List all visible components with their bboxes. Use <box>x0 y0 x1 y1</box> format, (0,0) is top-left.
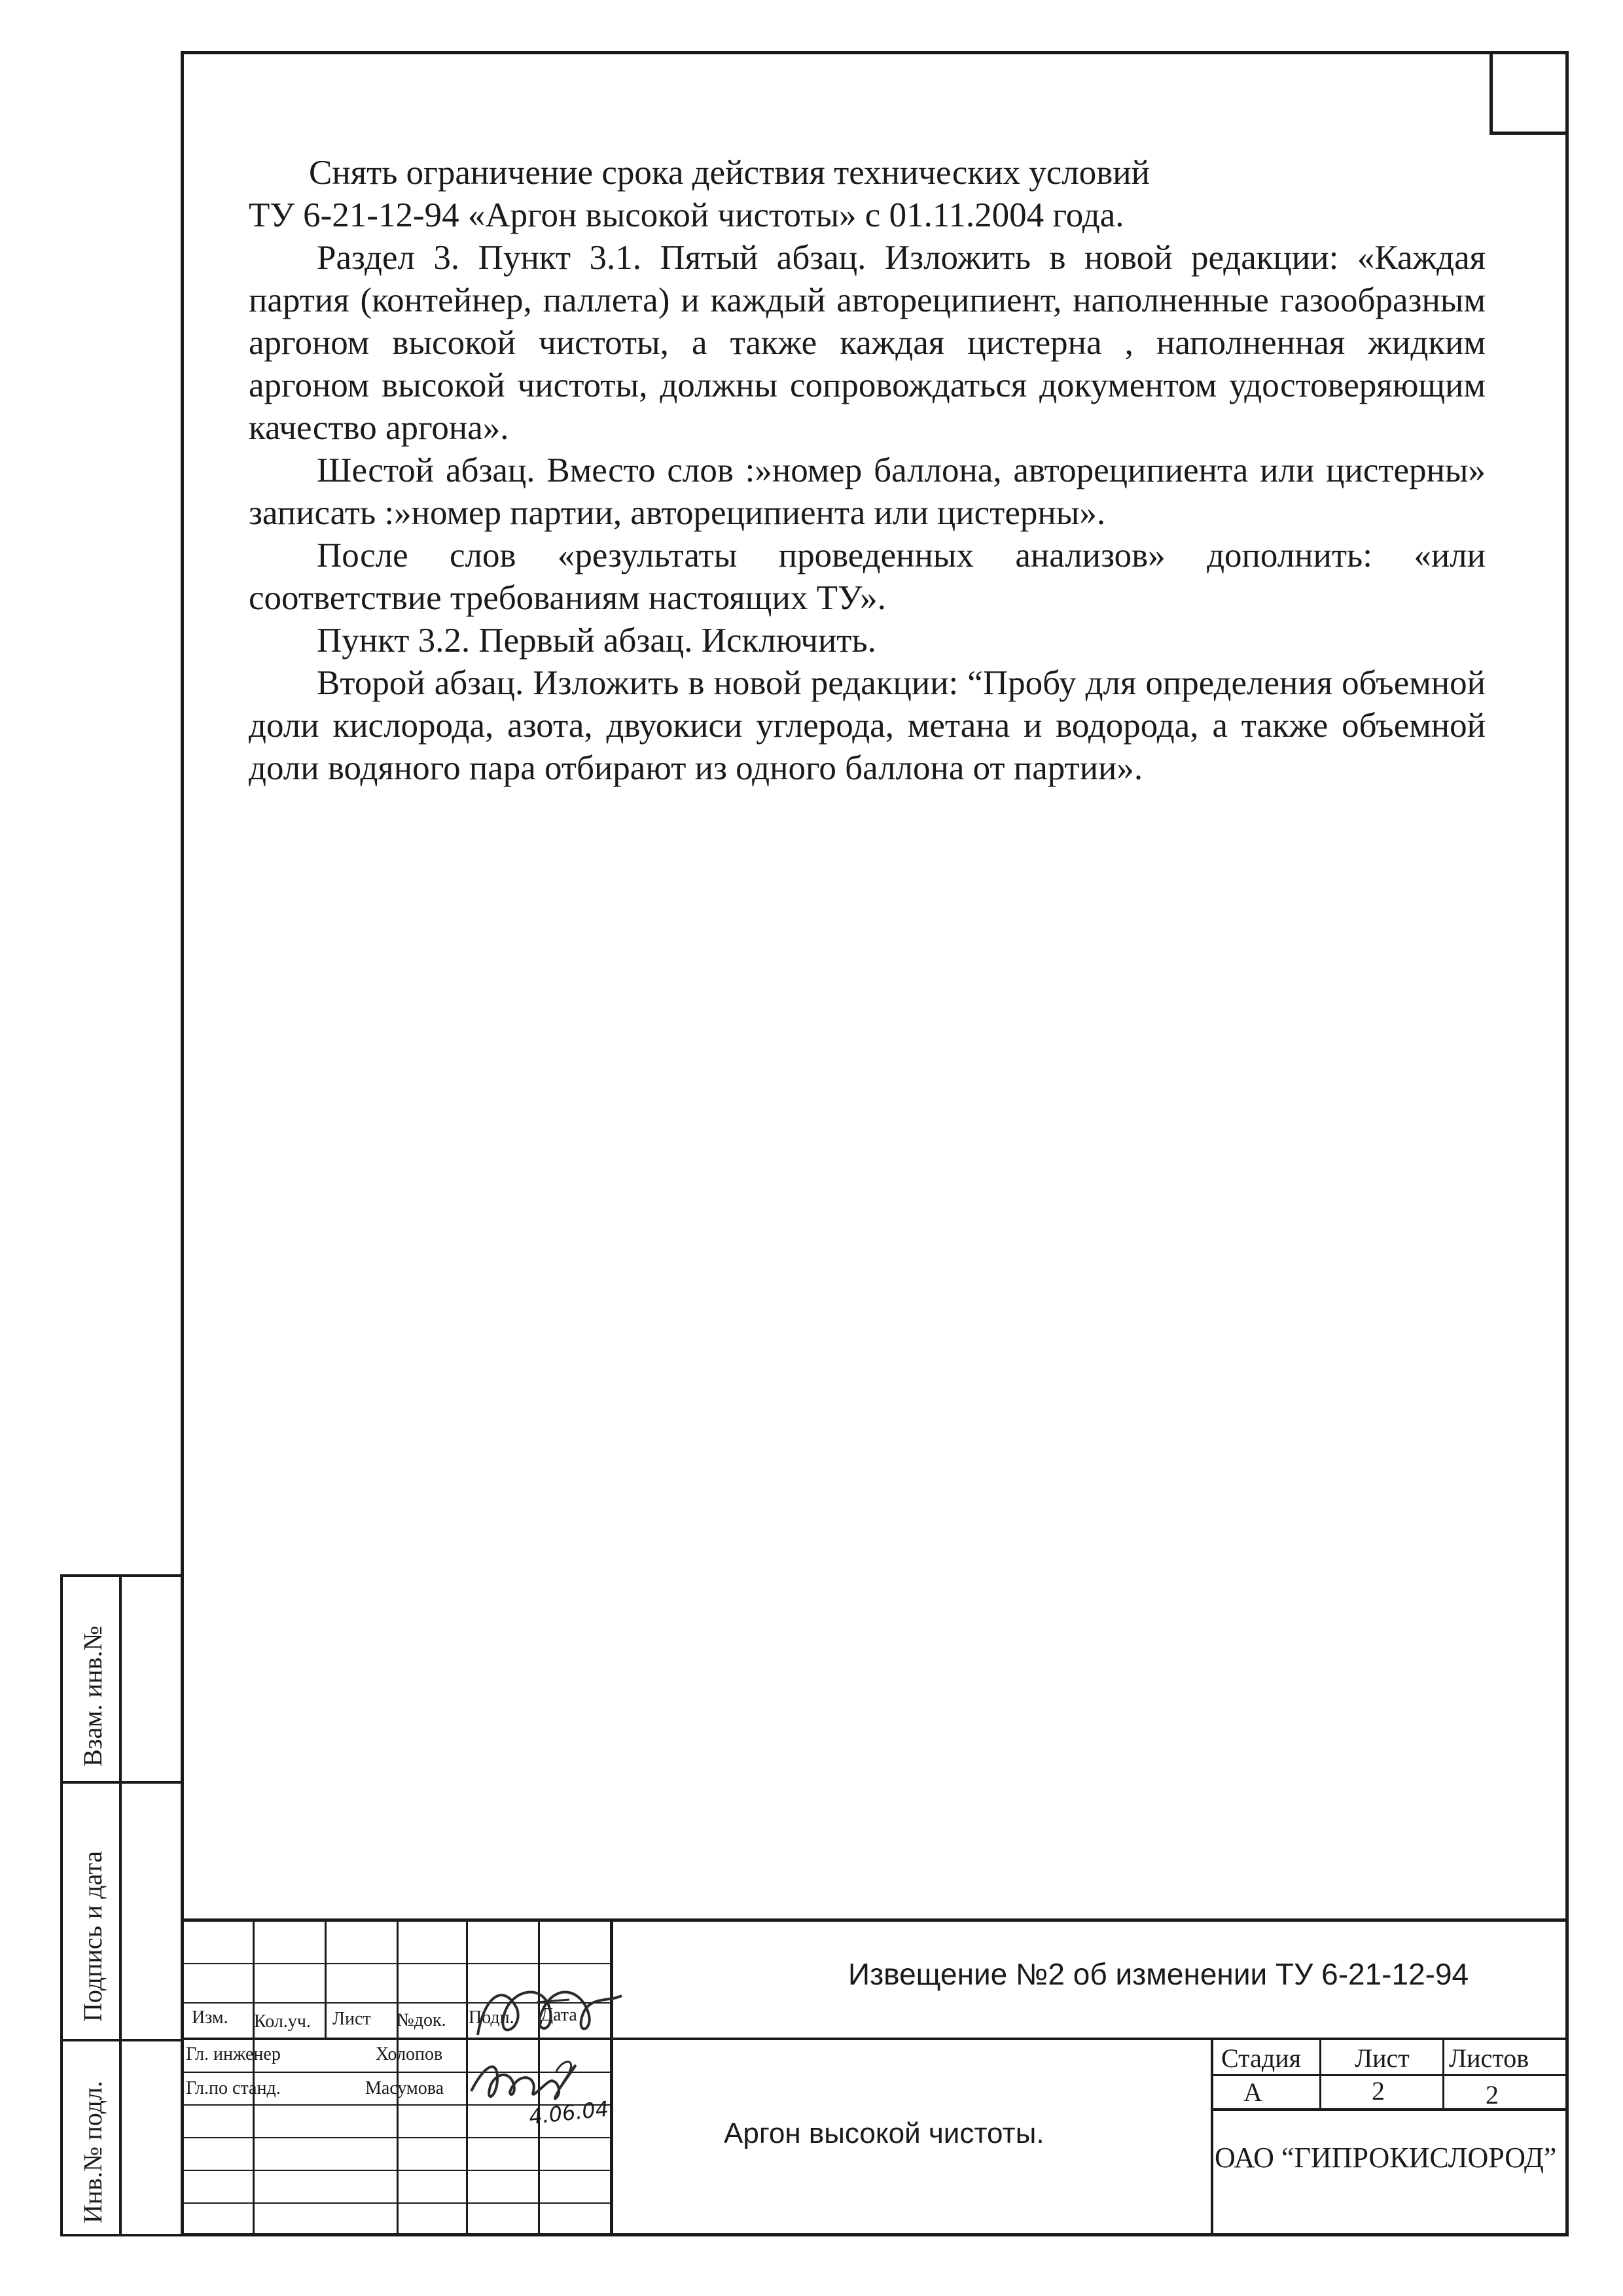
paragraph-7: Второй абзац. Изложить в новой редакции: “Пробу для определения объемной доли кислорода, азота, двуокиси углерода, метана и водорода, а также объемной доли водяного пара отбирают из одного баллона от партии». <box>249 664 1486 787</box>
side-row-line-2 <box>60 2039 183 2041</box>
stadiya-value: А <box>1243 2077 1262 2107</box>
signature-kholopov <box>458 1969 628 2048</box>
paragraph-4: Шестой абзац. Вместо слов :»номер баллона, автореципиента или цистерны» записать :»номер партии, автореципиента или цистерны». <box>249 451 1486 532</box>
right-hline-2 <box>1211 2108 1569 2111</box>
right-vline-1 <box>1211 2038 1213 2236</box>
name-kholopov: Холопов <box>376 2044 443 2064</box>
col-data: Дата <box>541 2005 577 2025</box>
vzam-inv-label: Взам. инв.№ <box>78 1625 107 1767</box>
listov-value: 2 <box>1486 2080 1499 2110</box>
grid-hline-6 <box>181 2137 613 2138</box>
right-vline-3 <box>1442 2038 1444 2110</box>
grid-vline-1 <box>253 1918 255 2236</box>
right-hline-1 <box>1211 2074 1569 2076</box>
grid-hline-1 <box>181 1963 613 1964</box>
side-row-line-1 <box>60 1781 183 1784</box>
title-block-top-line <box>181 1918 1569 1922</box>
col-list: Лист <box>332 2009 371 2029</box>
organization-name: ОАО “ГИПРОКИСЛОРОД” <box>1215 2142 1557 2174</box>
paragraph-3: Раздел 3. Пункт 3.1. Пятый абзац. Изложить в новой редакции: «Каждая партия (контейнер, паллета) и каждый автореципиент, наполненные газообразным аргоном высокой чистоты, а также каждая цистерна , наполненная жидким аргоном высокой чистоты, должны сопровождаться документом удостоверяющим качество аргона». <box>249 239 1486 447</box>
list-label: Лист <box>1355 2043 1410 2073</box>
col-n-dok: №док. <box>397 2010 446 2030</box>
grid-vline-2 <box>325 1918 327 2038</box>
grid-hline-8 <box>181 2202 613 2204</box>
notice-title: Извещение №2 об изменении ТУ 6-21-12-94 <box>848 1957 1469 1991</box>
grid-hline-3 <box>181 2038 1569 2040</box>
col-podp: Подп. <box>469 2007 514 2028</box>
listov-label: Листов <box>1449 2043 1529 2073</box>
paragraph-6: Пункт 3.2. Первый абзац. Исключить. <box>317 622 876 660</box>
name-masumova: Масумова <box>365 2078 444 2098</box>
body-text <box>249 152 1486 790</box>
paragraph-2: ТУ 6-21-12-94 «Аргон высокой чистоты» с 01.11.2004 года. <box>249 196 1124 234</box>
side-divider <box>119 1574 122 2236</box>
inv-podl-label: Инв.№ подл. <box>78 2081 107 2223</box>
role-standards: Гл.по станд. <box>186 2078 281 2098</box>
product-name: Аргон высокой чистоты. <box>724 2117 1044 2149</box>
signature-date: 4.06.04 <box>527 2096 610 2130</box>
paragraph-1: Снять ограничение срока действия технических условий <box>309 154 1150 192</box>
col-izm: Изм. <box>192 2007 228 2028</box>
page-number-box <box>1489 51 1569 135</box>
role-chief-engineer: Гл. инженер <box>186 2044 281 2064</box>
grid-vline-3 <box>397 1918 399 2236</box>
podpis-data-label: Подпись и дата <box>78 1850 107 2022</box>
paragraph-5: После слов «результаты проведенных анализов» дополнить: «или соответствие требованиям настоящих ТУ». <box>249 537 1486 617</box>
grid-hline-7 <box>181 2170 613 2171</box>
right-vline-2 <box>1319 2038 1321 2110</box>
col-kol-uch: Кол.уч. <box>254 2011 311 2032</box>
list-value: 2 <box>1372 2076 1385 2106</box>
stadiya-label: Стадия <box>1221 2043 1302 2073</box>
